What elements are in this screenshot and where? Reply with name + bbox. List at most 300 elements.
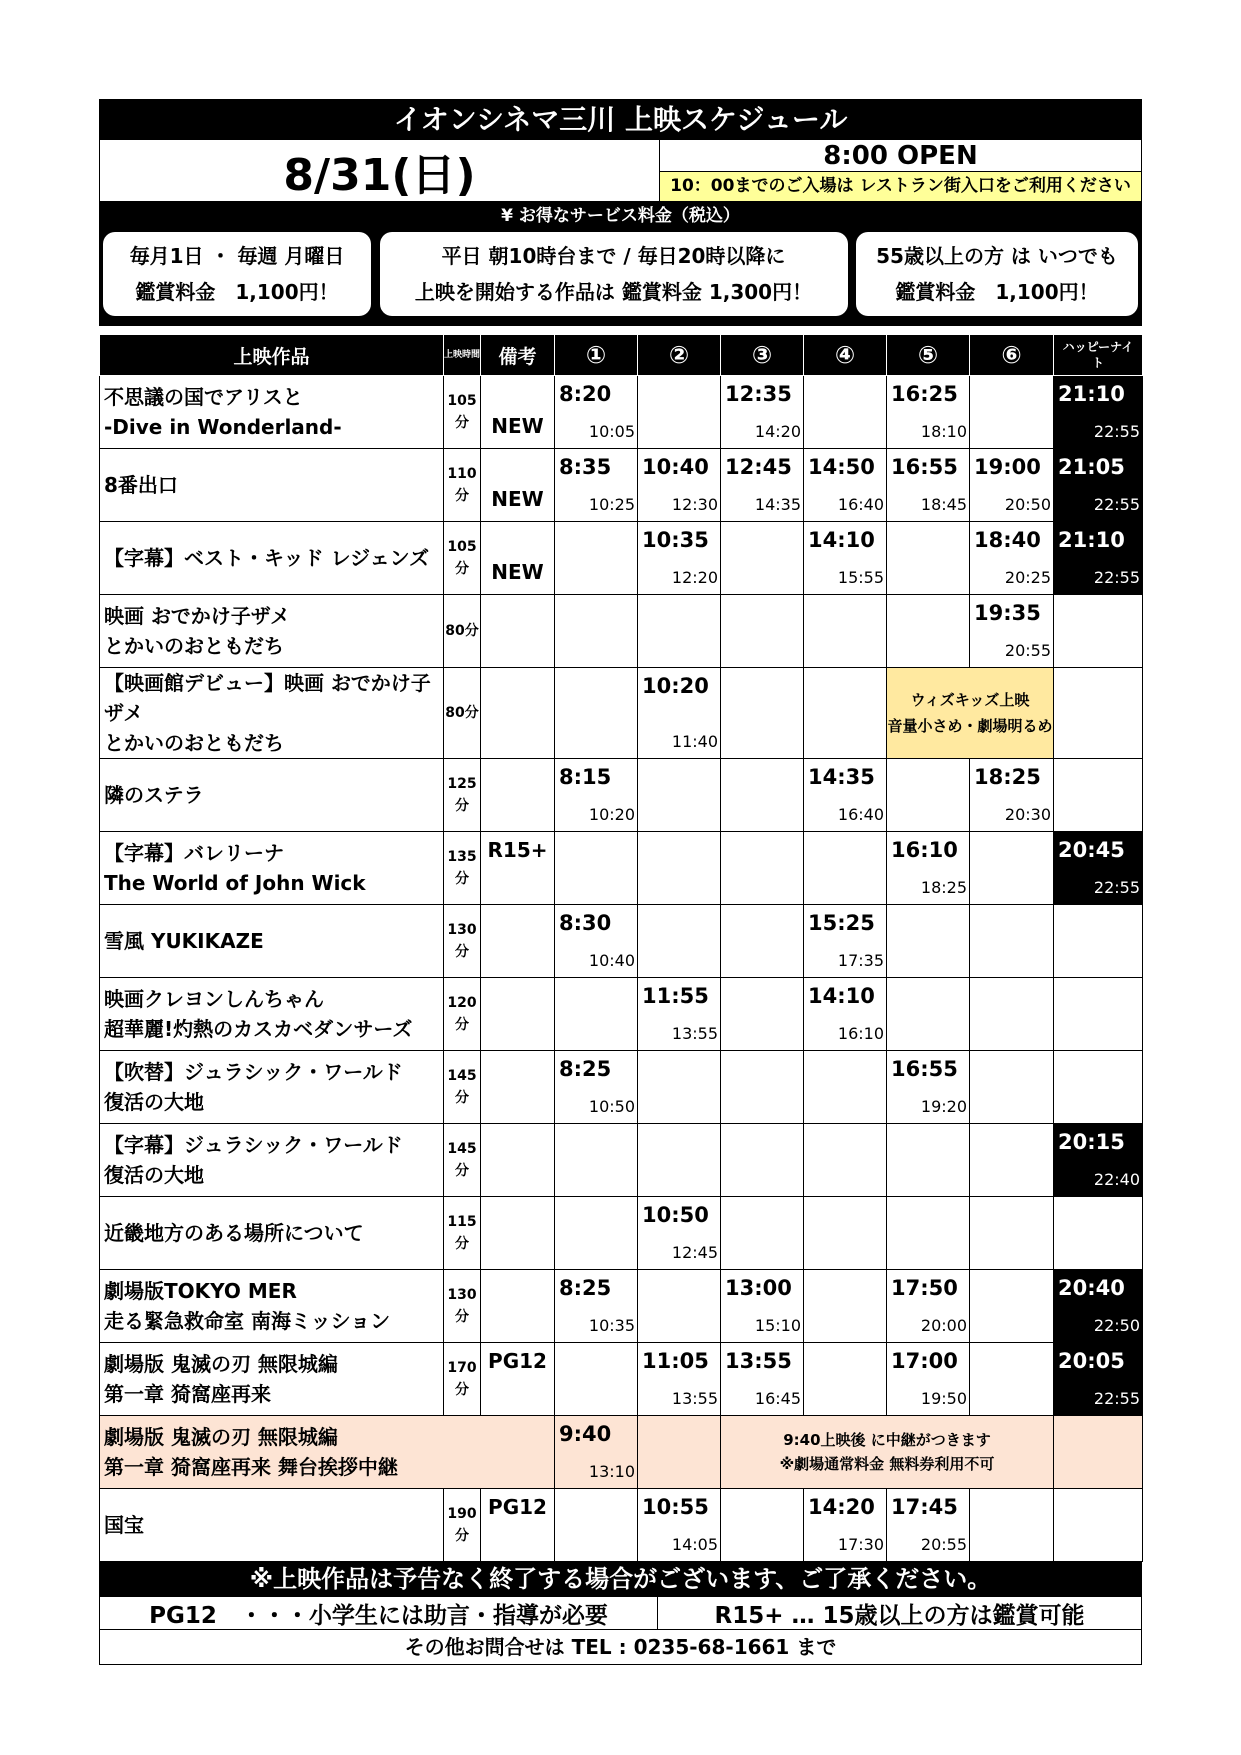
note-label	[481, 905, 554, 911]
happy-night-slot	[1054, 1051, 1143, 1124]
movie-title	[100, 1489, 444, 1562]
schedule-body	[100, 376, 1143, 1562]
header-slot-1: ①	[555, 335, 638, 376]
movie-row	[100, 978, 1143, 1051]
slot-3	[721, 905, 804, 978]
slot-4	[804, 1489, 887, 1562]
slot-6	[970, 905, 1054, 978]
slot-3	[721, 1489, 804, 1562]
happy-night-slot	[1054, 1124, 1143, 1197]
slot-6	[970, 1343, 1054, 1416]
movie-title	[100, 1124, 444, 1197]
movie-title-line2: とかいのおともだち	[104, 731, 284, 755]
note-label	[481, 595, 554, 601]
end-time: 22:40	[1093, 1170, 1140, 1189]
start-time: 14:50	[808, 455, 875, 479]
slot-4	[804, 1124, 887, 1197]
movie-title-line1: 劇場版 鬼滅の刃 無限城編	[104, 1352, 338, 1376]
note-label	[481, 978, 554, 984]
happy-night-slot	[1054, 759, 1143, 832]
slot-2	[638, 522, 721, 595]
end-time: 14:20	[754, 422, 801, 441]
end-time: 14:05	[671, 1535, 718, 1554]
slot-2	[638, 905, 721, 978]
movie-title-line2: The World of John Wick	[104, 871, 366, 895]
start-time: 8:25	[559, 1276, 612, 1300]
schedule-table	[99, 334, 1143, 1562]
runtime-unit: 分	[455, 415, 469, 431]
service-line: 平日 朝10時台まで / 毎日20時以降に	[441, 244, 786, 268]
movie-title-line1: 8番出口	[104, 473, 178, 497]
slot-3	[721, 978, 804, 1051]
end-time: 20:00	[920, 1316, 967, 1335]
runtime-unit: 分	[455, 561, 469, 577]
runtime	[444, 1270, 481, 1343]
header-slot-2: ②	[638, 335, 721, 376]
movie-title-line1: 【映画館デビュー】映画 おでかけ子ザメ	[104, 671, 431, 725]
happy-night-slot	[1054, 1489, 1143, 1562]
movie-title	[100, 1197, 444, 1270]
movie-row	[100, 1489, 1143, 1562]
movie-row	[100, 832, 1143, 905]
start-time: 10:50	[642, 1203, 709, 1227]
runtime	[444, 905, 481, 978]
header-slot-4: ④	[804, 335, 887, 376]
runtime-unit: 分	[455, 1528, 469, 1544]
header-slot-3: ③	[721, 335, 804, 376]
slot-3	[721, 595, 804, 668]
runtime-value: 105	[447, 539, 477, 555]
slot-3	[721, 1197, 804, 1270]
note-label: NEW	[491, 487, 544, 511]
movie-row	[100, 1343, 1143, 1416]
start-time: 11:55	[642, 984, 709, 1008]
slot-1	[555, 832, 638, 905]
slot-6	[970, 522, 1054, 595]
happy-night-slot	[1054, 449, 1143, 522]
end-time: 20:50	[1004, 495, 1051, 514]
note-cell	[481, 595, 555, 668]
happy-night-slot	[1054, 668, 1143, 759]
movie-row	[100, 522, 1143, 595]
slot-4	[804, 1270, 887, 1343]
start-time: 21:10	[1058, 528, 1125, 552]
slot-2	[638, 1416, 721, 1489]
start-time: 16:25	[891, 382, 958, 406]
movie-title	[100, 1051, 444, 1124]
movie-title-line1: 【字幕】ベスト・キッド レジェンズ	[104, 546, 430, 570]
start-time: 21:10	[1058, 382, 1125, 406]
slot-2	[638, 1489, 721, 1562]
movie-title	[100, 376, 444, 449]
runtime-value: 190	[447, 1506, 477, 1522]
runtime-unit: 分	[455, 798, 469, 814]
slot-3	[721, 1343, 804, 1416]
slot-5	[887, 1197, 970, 1270]
movie-title-line2: 超華麗!灼熱のカスカベダンサーズ	[104, 1017, 413, 1041]
note-label: PG12	[488, 1349, 547, 1373]
slot-4	[804, 376, 887, 449]
slot-6	[970, 376, 1054, 449]
slot-4	[804, 1051, 887, 1124]
happy-night-slot	[1054, 1343, 1143, 1416]
runtime-value: 110	[447, 466, 477, 482]
slot-5	[887, 1489, 970, 1562]
end-time: 12:20	[671, 568, 718, 587]
slot-5	[887, 759, 970, 832]
happy-night-slot	[1054, 595, 1143, 668]
runtime-unit: 分	[455, 871, 469, 887]
happy-night-slot	[1054, 905, 1143, 978]
slot-5	[887, 595, 970, 668]
slot-6	[970, 1197, 1054, 1270]
start-time: 16:55	[891, 1057, 958, 1081]
slot-4	[804, 595, 887, 668]
movie-row	[100, 759, 1143, 832]
slot-1	[555, 1270, 638, 1343]
movie-row	[100, 1124, 1143, 1197]
header-happy-night: ハッピーナイト	[1054, 335, 1143, 376]
end-time: 12:45	[671, 1243, 718, 1262]
slot-1	[555, 595, 638, 668]
movie-title	[100, 1270, 444, 1343]
service-line: 55歳以上の方 は いつでも	[876, 244, 1118, 268]
slot-3	[721, 668, 804, 759]
start-time: 10:40	[642, 455, 709, 479]
start-time: 14:10	[808, 984, 875, 1008]
movie-title	[100, 905, 444, 978]
movie-title-line1: 【吹替】ジュラシック・ワールド	[104, 1060, 403, 1084]
movie-title-line1: 【字幕】ジュラシック・ワールド	[104, 1133, 403, 1157]
movie-title-line1: 雪風 YUKIKAZE	[104, 929, 264, 953]
open-time: 8:00 OPEN	[823, 141, 978, 171]
runtime-value: 120	[447, 995, 477, 1011]
header-note: 備考	[481, 335, 555, 376]
movie-title-line1: 映画クレヨンしんちゃん	[104, 987, 324, 1011]
start-time: 18:25	[974, 765, 1041, 789]
slot-3	[721, 1051, 804, 1124]
end-time: 20:55	[920, 1535, 967, 1554]
movie-row	[100, 595, 1143, 668]
movie-row	[100, 1197, 1143, 1270]
end-time: 10:50	[588, 1097, 635, 1116]
movie-title-line2: 第一章 猗窩座再来 舞台挨拶中継	[104, 1455, 398, 1479]
slot-6	[970, 759, 1054, 832]
message-line: ※劇場通常料金 無料券利用不可	[779, 1455, 995, 1473]
start-time: 20:40	[1058, 1276, 1125, 1300]
movie-row	[100, 1051, 1143, 1124]
slot-5	[887, 1343, 970, 1416]
movie-title-line2: -Dive in Wonderland-	[104, 415, 342, 439]
start-time: 13:00	[725, 1276, 792, 1300]
happy-night-slot	[1054, 522, 1143, 595]
runtime	[444, 376, 481, 449]
start-time: 20:05	[1058, 1349, 1125, 1373]
runtime-value: 130	[447, 922, 477, 938]
slot-2	[638, 668, 721, 759]
slot-1	[555, 449, 638, 522]
open-box	[660, 140, 1141, 201]
slot-1	[555, 1197, 638, 1270]
note-cell	[481, 832, 555, 905]
end-time: 22:55	[1093, 1389, 1140, 1408]
runtime-value: 145	[447, 1141, 477, 1157]
runtime-value: 80分	[445, 705, 479, 721]
runtime-value: 145	[447, 1068, 477, 1084]
end-time: 10:20	[588, 805, 635, 824]
end-time: 22:55	[1093, 878, 1140, 897]
service-box-time	[380, 232, 848, 316]
movie-title-line2: 復活の大地	[104, 1090, 204, 1114]
slot-5	[887, 449, 970, 522]
note-label: NEW	[491, 560, 544, 584]
start-time: 10:35	[642, 528, 709, 552]
end-time: 11:40	[671, 732, 718, 751]
end-time: 16:40	[837, 495, 884, 514]
slot-2	[638, 376, 721, 449]
slot-2	[638, 1197, 721, 1270]
start-time: 10:55	[642, 1495, 709, 1519]
slot-1	[555, 522, 638, 595]
note-label	[481, 1051, 554, 1057]
runtime-unit: 分	[455, 1090, 469, 1106]
note-cell	[481, 1197, 555, 1270]
note-label	[481, 759, 554, 765]
header-slot-5: ⑤	[887, 335, 970, 376]
runtime-unit: 分	[455, 944, 469, 960]
start-time: 21:05	[1058, 455, 1125, 479]
slot-6	[970, 595, 1054, 668]
end-time: 10:40	[588, 951, 635, 970]
slot-1	[555, 668, 638, 759]
slot-2	[638, 759, 721, 832]
end-time: 16:45	[754, 1389, 801, 1408]
slot-4	[804, 832, 887, 905]
note-cell	[481, 759, 555, 832]
happy-night-slot	[1054, 1197, 1143, 1270]
end-time: 10:25	[588, 495, 635, 514]
slot-4	[804, 522, 887, 595]
screening-message	[887, 668, 1054, 759]
happy-night-slot	[1054, 376, 1143, 449]
movie-title-line2: 復活の大地	[104, 1163, 204, 1187]
service-line: 鑑賞料金 1,100円！	[895, 280, 1099, 304]
movie-title-line1: 映画 おでかけ子ザメ	[104, 604, 290, 628]
runtime	[444, 1051, 481, 1124]
slot-4	[804, 1343, 887, 1416]
movie-title	[100, 668, 444, 759]
slot-6	[970, 1124, 1054, 1197]
service-line: 鑑賞料金 1,100円！	[135, 280, 339, 304]
start-time: 18:40	[974, 528, 1041, 552]
end-time: 18:10	[920, 422, 967, 441]
slot-1	[555, 1343, 638, 1416]
slot-2	[638, 449, 721, 522]
movie-title-line1: 【字幕】バレリーナ	[104, 841, 284, 865]
runtime	[444, 1197, 481, 1270]
start-time: 17:00	[891, 1349, 958, 1373]
start-time: 11:05	[642, 1349, 709, 1373]
service-box-senior	[856, 232, 1138, 316]
runtime	[444, 522, 481, 595]
slot-2	[638, 832, 721, 905]
slot-3	[721, 759, 804, 832]
runtime	[444, 449, 481, 522]
slot-5	[887, 1270, 970, 1343]
slot-2	[638, 1270, 721, 1343]
start-time: 17:45	[891, 1495, 958, 1519]
note-cell	[481, 978, 555, 1051]
start-time: 20:15	[1058, 1130, 1125, 1154]
runtime-unit: 分	[455, 1017, 469, 1033]
start-time: 8:25	[559, 1057, 612, 1081]
start-time: 8:20	[559, 382, 612, 406]
page-title: イオンシネマ三川 上映スケジュール	[99, 99, 1142, 140]
end-time: 17:35	[837, 951, 884, 970]
message-line: ウィズキッズ上映	[910, 691, 1030, 709]
runtime-unit: 分	[455, 1163, 469, 1179]
slot-1	[555, 905, 638, 978]
header-row	[100, 335, 1143, 376]
end-time: 16:10	[837, 1024, 884, 1043]
end-time: 22:50	[1093, 1316, 1140, 1335]
runtime-value: 115	[447, 1214, 477, 1230]
slot-1	[555, 759, 638, 832]
slot-2	[638, 1051, 721, 1124]
slot-5	[887, 905, 970, 978]
message-line: 音量小さめ・劇場明るめ	[887, 717, 1053, 735]
runtime	[444, 1124, 481, 1197]
movie-title	[100, 449, 444, 522]
start-time: 15:25	[808, 911, 875, 935]
header-runtime: 上映時間	[444, 335, 481, 376]
runtime-value: 130	[447, 1287, 477, 1303]
runtime-value: 80分	[445, 623, 479, 639]
start-time: 13:55	[725, 1349, 792, 1373]
service-boxes	[99, 230, 1142, 326]
slot-1	[555, 1051, 638, 1124]
note-label	[481, 1124, 554, 1130]
service-line: 上映を開始する作品は 鑑賞料金 1,300円！	[414, 280, 813, 304]
slot-2	[638, 978, 721, 1051]
note-cell	[481, 668, 555, 759]
movie-row	[100, 668, 1143, 759]
slot-4	[804, 905, 887, 978]
runtime	[444, 595, 481, 668]
end-time: 15:55	[837, 568, 884, 587]
runtime	[444, 1489, 481, 1562]
happy-night-slot	[1054, 1416, 1143, 1489]
end-time: 12:30	[671, 495, 718, 514]
runtime-value: 105	[447, 393, 477, 409]
slot-3	[721, 1124, 804, 1197]
end-time: 18:25	[920, 878, 967, 897]
service-box-monday	[103, 232, 371, 316]
note-label: PG12	[488, 1495, 547, 1519]
runtime-unit: 分	[455, 488, 469, 504]
note-cell	[481, 1343, 555, 1416]
runtime-value: 135	[447, 849, 477, 865]
movie-title-line1: 不思議の国でアリスと	[104, 385, 303, 409]
note-label	[481, 1197, 554, 1203]
end-time: 10:35	[588, 1316, 635, 1335]
note-cell	[481, 449, 555, 522]
slot-4	[804, 1197, 887, 1270]
slot-6	[970, 1270, 1054, 1343]
runtime-unit: 分	[455, 1382, 469, 1398]
open-note: 10：00までのご入場は レストラン街入口をご利用ください	[660, 171, 1141, 201]
end-time: 18:45	[920, 495, 967, 514]
slot-3	[721, 449, 804, 522]
note-cell	[481, 376, 555, 449]
slot-1	[555, 1489, 638, 1562]
start-time: 20:45	[1058, 838, 1125, 862]
movie-title-line1: 国宝	[104, 1513, 144, 1537]
end-time: 20:55	[1004, 641, 1051, 660]
header-title: 上映作品	[100, 335, 444, 376]
slot-3	[721, 832, 804, 905]
slot-2	[638, 595, 721, 668]
end-time: 22:55	[1093, 495, 1140, 514]
end-time: 14:35	[754, 495, 801, 514]
happy-night-slot	[1054, 832, 1143, 905]
movie-title-line2: とかいのおともだち	[104, 634, 284, 658]
end-time: 16:40	[837, 805, 884, 824]
service-line: 毎月1日 ・ 毎週 月曜日	[129, 244, 345, 268]
slot-2	[638, 1343, 721, 1416]
schedule-date: 8/31(日)	[100, 140, 660, 201]
note-label	[481, 668, 554, 674]
note-cell	[481, 1270, 555, 1343]
slot-4	[804, 449, 887, 522]
start-time: 12:35	[725, 382, 792, 406]
rating-pg12: PG12 ・・・小学生には助言・指導が必要	[100, 1597, 658, 1629]
happy-night-slot	[1054, 1270, 1143, 1343]
rating-r15: R15+ … 15歳以上の方は鑑賞可能	[714, 1602, 1085, 1629]
slot-6	[970, 978, 1054, 1051]
runtime	[444, 832, 481, 905]
start-time: 19:00	[974, 455, 1041, 479]
movie-title	[100, 832, 444, 905]
movie-title-line1: 劇場版 鬼滅の刃 無限城編	[104, 1425, 338, 1449]
schedule-sheet	[99, 99, 1142, 1665]
slot-3	[721, 522, 804, 595]
start-time: 19:35	[974, 601, 1041, 625]
movie-title	[100, 595, 444, 668]
slot-5	[887, 522, 970, 595]
movie-row	[100, 1416, 1143, 1489]
note-cell	[481, 1124, 555, 1197]
end-time: 20:30	[1004, 805, 1051, 824]
end-time: 13:55	[671, 1389, 718, 1408]
header-slot-6: ⑥	[970, 335, 1054, 376]
runtime-unit: 分	[455, 1309, 469, 1325]
movie-title	[100, 759, 444, 832]
date-row	[99, 140, 1142, 202]
note-cell	[481, 1489, 555, 1562]
slot-5	[887, 1051, 970, 1124]
start-time: 16:55	[891, 455, 958, 479]
runtime-value: 170	[447, 1360, 477, 1376]
slot-5	[887, 832, 970, 905]
note-label	[481, 1270, 554, 1276]
movie-title	[100, 1343, 444, 1416]
rating-row	[99, 1597, 1142, 1630]
slot-6	[970, 832, 1054, 905]
end-time: 13:55	[671, 1024, 718, 1043]
slot-6	[970, 1051, 1054, 1124]
end-time: 17:30	[837, 1535, 884, 1554]
